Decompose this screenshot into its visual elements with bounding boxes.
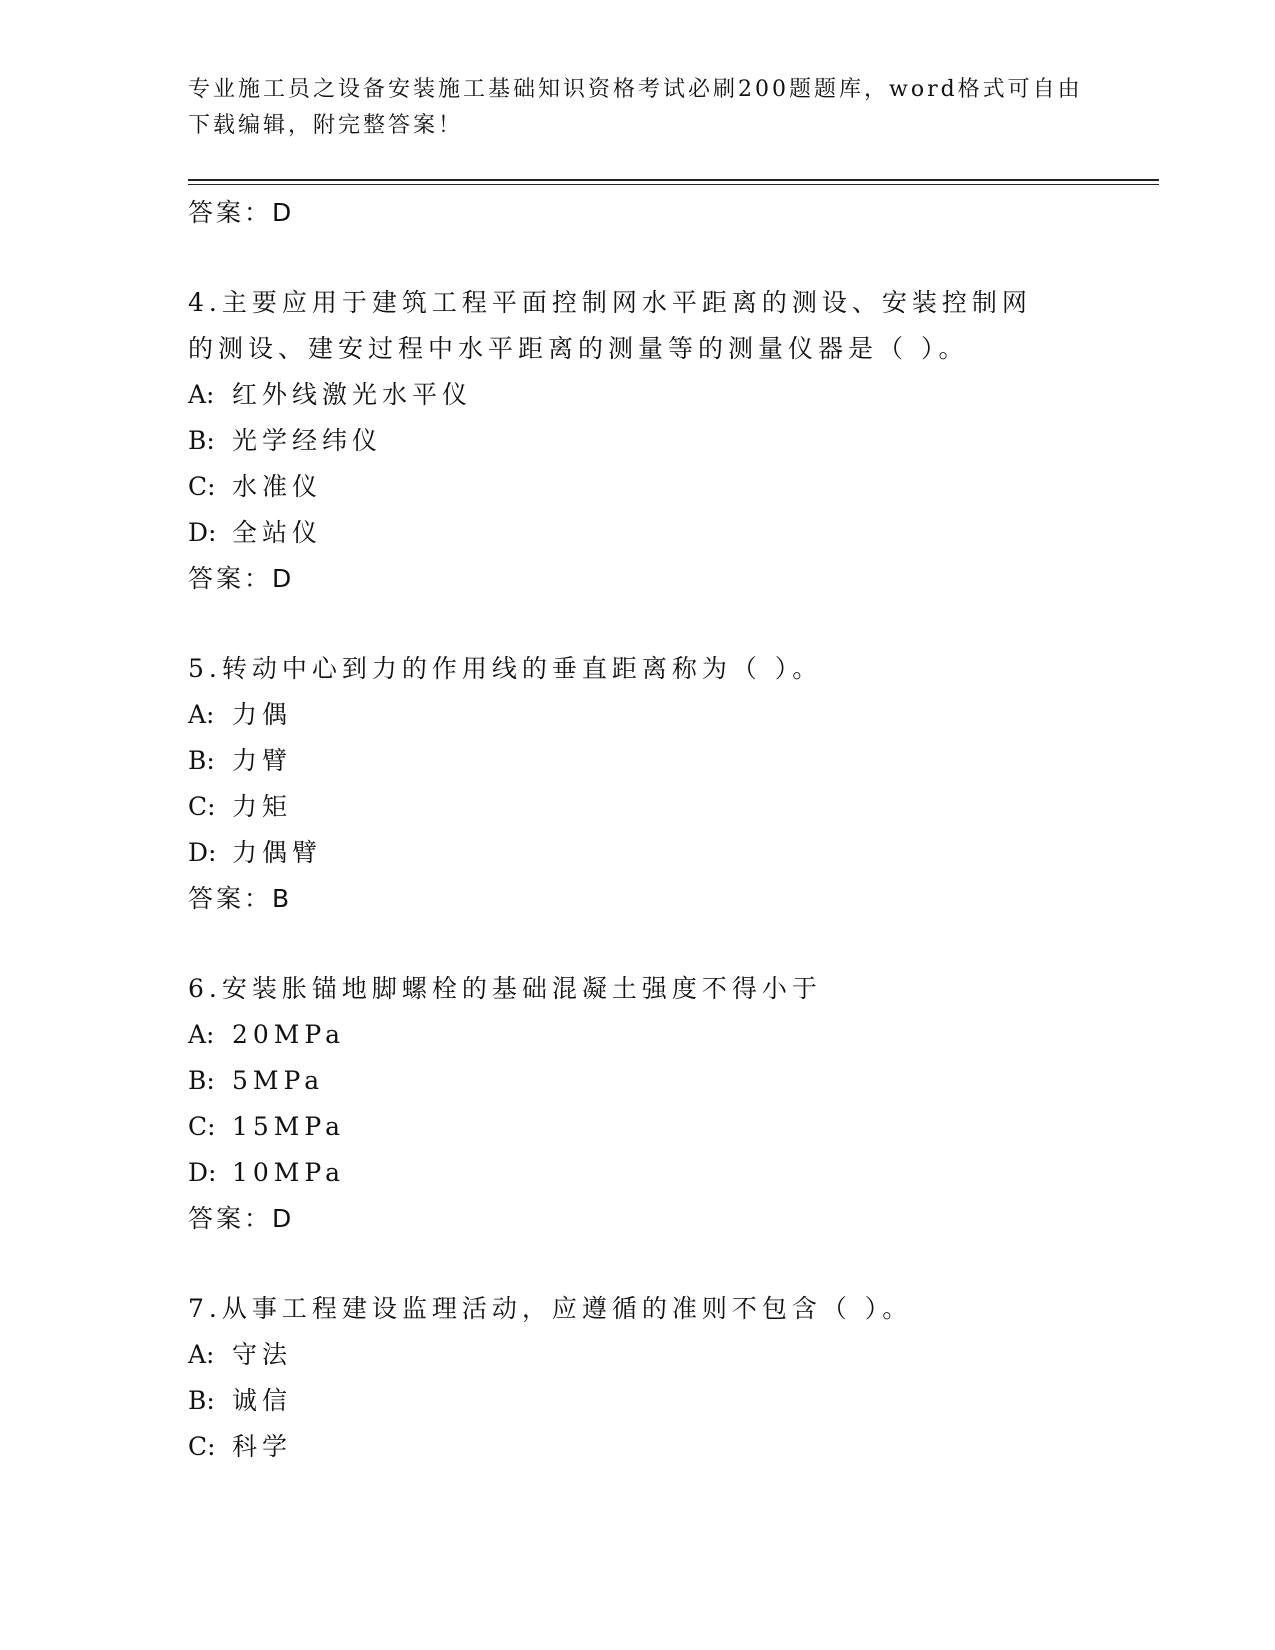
question-text: 7.从事工程建设监理活动，应遵循的准则不包含（ ）。 <box>188 1294 913 1323</box>
spacer <box>188 236 1088 280</box>
option-key: A: <box>188 1020 215 1049</box>
option-key: B: <box>188 1066 215 1095</box>
option-b <box>188 418 1088 464</box>
option-key: D: <box>188 838 217 867</box>
option-text: 力矩 <box>232 792 293 821</box>
answer-line: 答案：B <box>188 884 293 913</box>
option-b <box>188 738 1088 784</box>
question-text: 4.主要应用于建筑工程平面控制网水平距离的测设、安装控制网的测设、建安过程中水平距离的测量等的测量仪器是（ ）。 <box>188 288 1032 363</box>
question-4 <box>188 280 1088 602</box>
option-c <box>188 1104 1088 1150</box>
option-d <box>188 1150 1088 1196</box>
option-a <box>188 372 1088 418</box>
spacer <box>188 602 1088 646</box>
option-c <box>188 464 1088 510</box>
option-text: 15MPa <box>232 1112 346 1141</box>
question-text: 5.转动中心到力的作用线的垂直距离称为（ ）。 <box>188 654 823 683</box>
option-a <box>188 1332 1088 1378</box>
spacer <box>188 1242 1088 1286</box>
option-key: C: <box>188 472 216 501</box>
option-text: 光学经纬仪 <box>232 426 383 455</box>
option-c <box>188 784 1088 830</box>
option-key: C: <box>188 792 216 821</box>
answer-line: 答案：D <box>188 564 295 593</box>
answer-line: 答案：D <box>188 1204 295 1233</box>
question-7 <box>188 1286 1088 1470</box>
option-d <box>188 830 1088 876</box>
option-text: 全站仪 <box>232 518 323 547</box>
option-text: 水准仪 <box>232 472 323 501</box>
option-key: B: <box>188 426 215 455</box>
option-a <box>188 692 1088 738</box>
answer-line: 答案：D <box>188 198 295 227</box>
header-line-2: 下载编辑，附完整答案！ <box>188 113 464 138</box>
option-a <box>188 1012 1088 1058</box>
option-key: C: <box>188 1432 216 1461</box>
question-5 <box>188 646 1088 922</box>
option-c <box>188 1424 1088 1470</box>
option-text: 20MPa <box>232 1020 346 1049</box>
option-key: B: <box>188 1386 215 1415</box>
header-rule-thin <box>188 184 1159 185</box>
option-text: 力臂 <box>232 746 293 775</box>
header-rule-thick <box>188 179 1159 181</box>
option-text: 守法 <box>232 1340 293 1369</box>
option-b <box>188 1378 1088 1424</box>
option-key: A: <box>188 380 215 409</box>
option-text: 诚信 <box>232 1386 293 1415</box>
option-text: 红外线激光水平仪 <box>232 380 473 409</box>
question-text: 6.安装胀锚地脚螺栓的基础混凝土强度不得小于 <box>188 974 822 1003</box>
option-key: B: <box>188 746 215 775</box>
option-text: 10MPa <box>232 1158 346 1187</box>
option-key: D: <box>188 1158 217 1187</box>
option-d <box>188 510 1088 556</box>
document-header <box>188 72 1088 144</box>
option-text: 5MPa <box>232 1066 325 1095</box>
option-key: A: <box>188 1340 215 1369</box>
option-text: 科学 <box>232 1432 293 1461</box>
option-text: 力偶 <box>232 700 293 729</box>
header-line-1: 专业施工员之设备安装施工基础知识资格考试必刷200题题库，word格式可自由 <box>188 77 1083 102</box>
option-key: C: <box>188 1112 216 1141</box>
option-key: D: <box>188 518 217 547</box>
option-key: A: <box>188 700 215 729</box>
option-text: 力偶臂 <box>232 838 323 867</box>
spacer <box>188 922 1088 966</box>
question-list <box>188 190 1088 1470</box>
option-b <box>188 1058 1088 1104</box>
question-6 <box>188 966 1088 1242</box>
